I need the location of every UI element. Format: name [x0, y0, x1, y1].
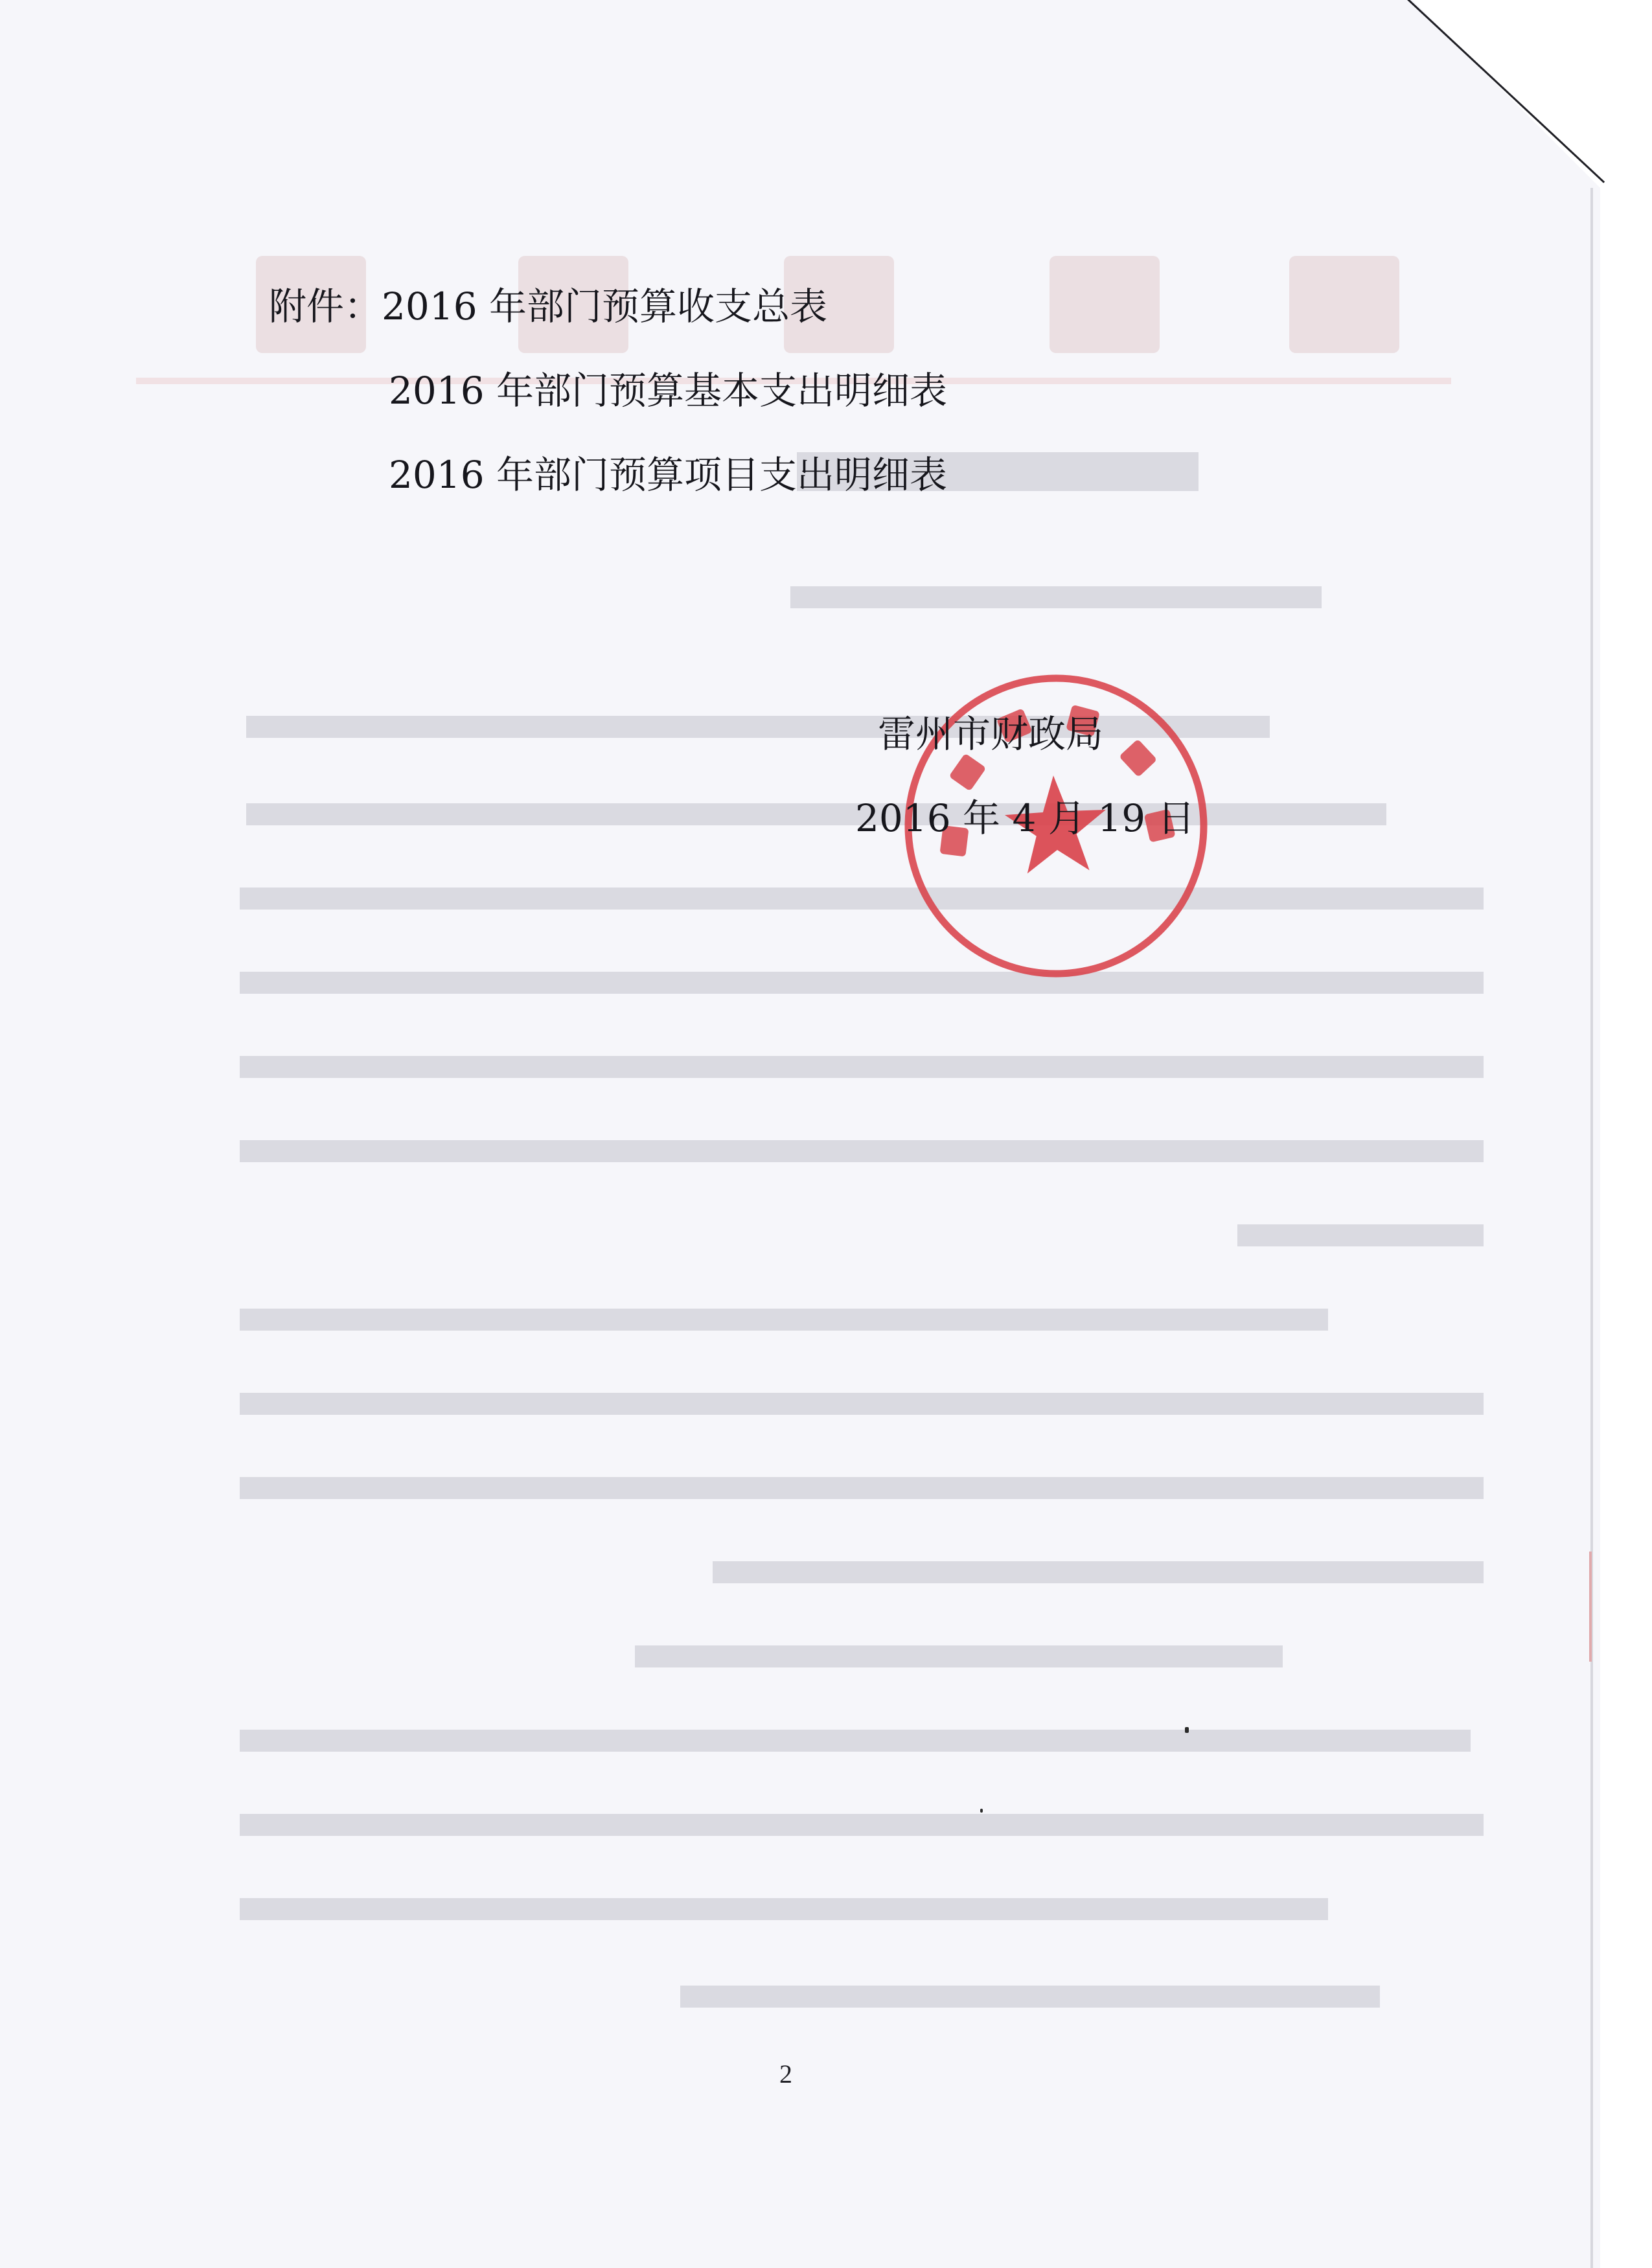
attachment-line	[389, 368, 947, 413]
attachment-title: 2016 年部门预算基本支出明细表	[389, 369, 948, 413]
issuer-name: 雷州市财政局	[878, 712, 1104, 756]
attachment-title: 2016 年部门预算项目支出明细表	[389, 453, 948, 497]
attachment-title: 2016 年部门预算收支总表	[382, 284, 828, 328]
margin-mark	[1589, 1552, 1592, 1662]
attachment-lead: 附件：	[269, 284, 382, 328]
page-number: 2	[779, 2059, 792, 2089]
paper-edge	[1590, 188, 1593, 2268]
scan-speck	[1185, 1727, 1189, 1733]
attachment-line	[269, 284, 827, 329]
issue-date: 2016 年 4 月 19 日	[855, 796, 1195, 840]
scan-speck	[980, 1809, 983, 1813]
attachment-line	[389, 452, 947, 498]
